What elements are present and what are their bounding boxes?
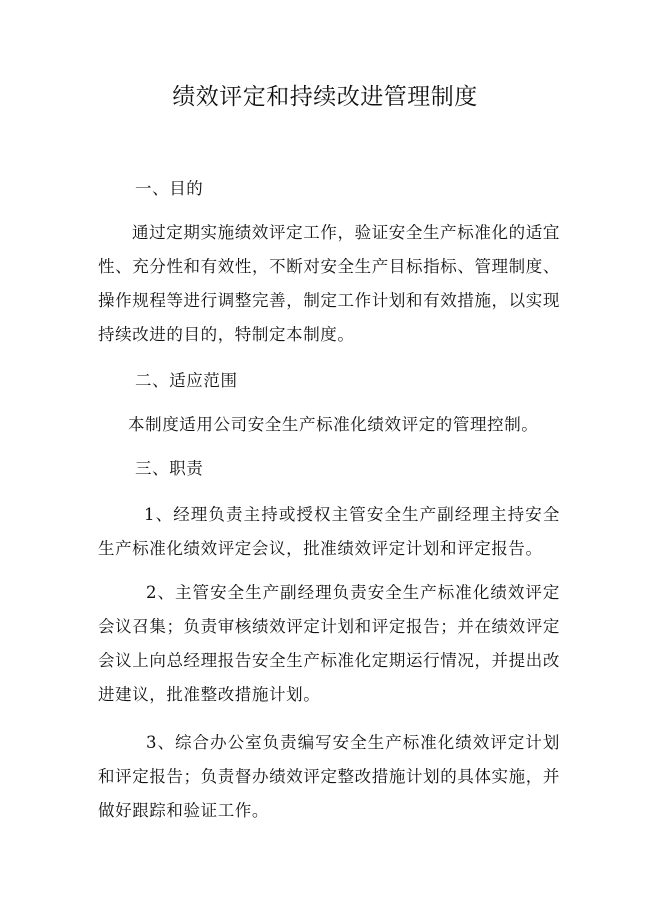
duty-item-1: 1、经理负责主持或授权主管安全生产副经理主持安全生产标准化绩效评定会议，批准绩效评定计划和评定报告。: [98, 505, 560, 558]
section-heading-duties: 三、职责: [135, 459, 204, 478]
purpose-paragraph: 通过定期实施绩效评定工作，验证安全生产标准化的适宜性、充分性和有效性，不断对安全生产目标指标、管理制度、操作规程等进行调整完善，制定工作计划和有效措施，以实现持续改进的目的，特制定本制度。: [98, 223, 560, 344]
section-heading-scope: 二、适应范围: [135, 371, 238, 390]
duty-item-3: 3、综合办公室负责编写安全生产标准化绩效评定计划和评定报告；负责督办绩效评定整改措施计划的具体实施，并做好跟踪和验证工作。: [98, 733, 560, 820]
duty-item-2: 2、主管安全生产副经理负责安全生产标准化绩效评定会议召集；负责审核绩效评定计划和评定报告；并在绩效评定会议上向总经理报告安全生产标准化定期运行情况，并提出改进建议，批准整改措施计划。: [98, 583, 560, 704]
section-heading-purpose: 一、目的: [135, 179, 204, 198]
document-title: 绩效评定和持续改进管理制度: [172, 84, 478, 110]
scope-paragraph: 本制度适用公司安全生产标准化绩效评定的管理控制。: [128, 415, 539, 434]
